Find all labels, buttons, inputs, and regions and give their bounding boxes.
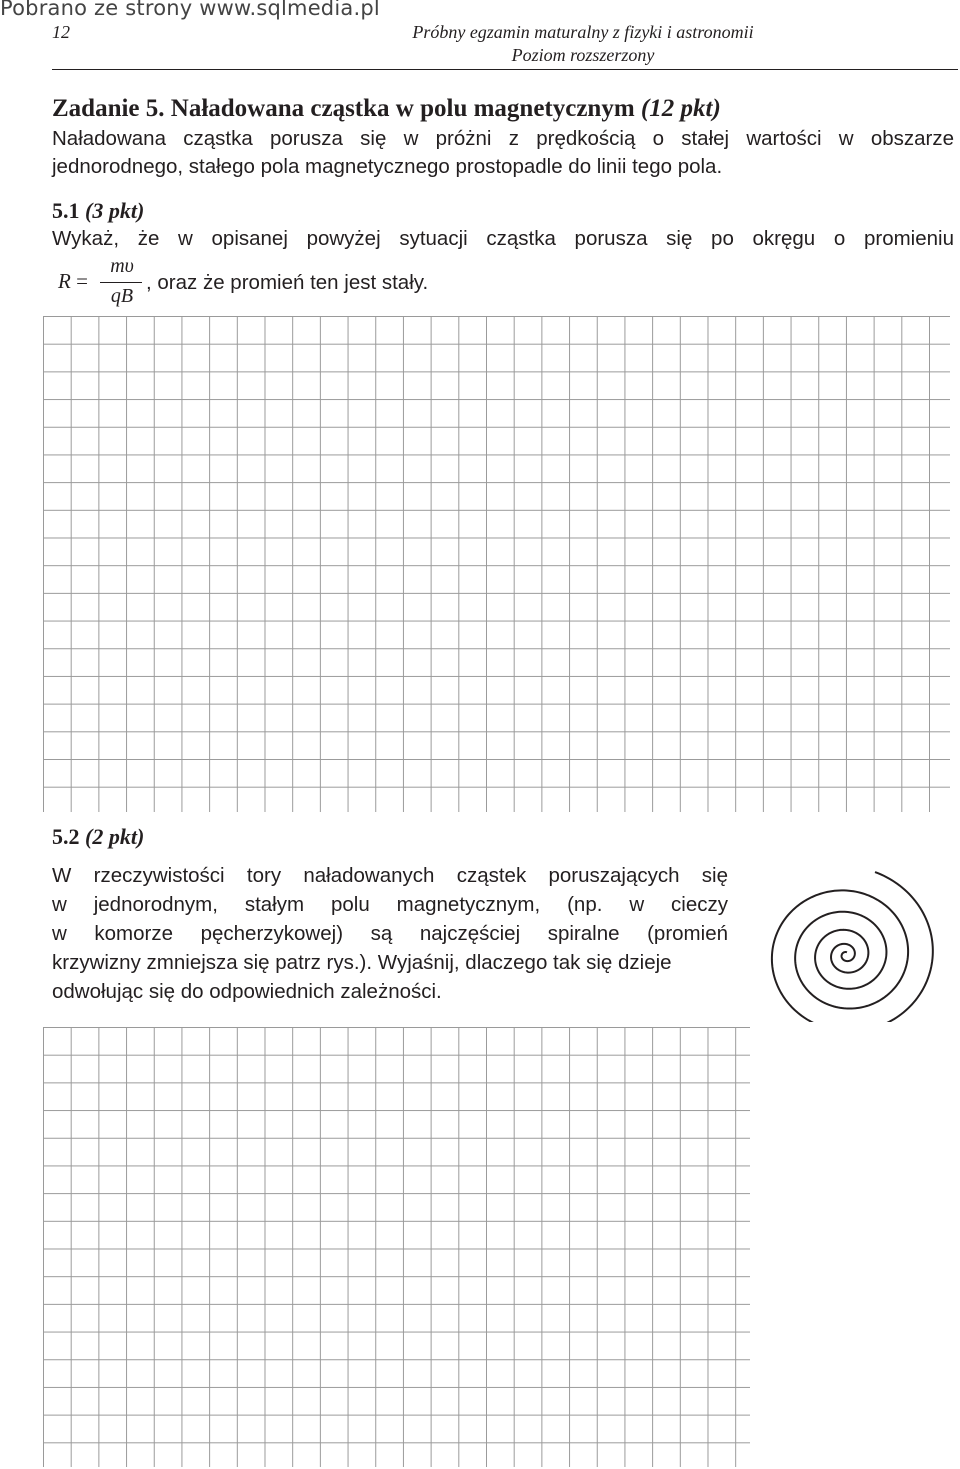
subtask-5-1-points: (3 pkt) — [85, 198, 145, 223]
watermark: Pobrano ze strony www.sqlmedia.pl — [0, 0, 380, 20]
header-divider — [52, 69, 958, 70]
subtask-5-1-number: 5.1 — [52, 198, 85, 223]
subtask-5-2-text: w jednorodnym, stałym polu magnetycznym, (np. w cieczy — [52, 893, 728, 916]
exam-level: Poziom rozszerzony — [511, 45, 655, 65]
formula-denominator: qB — [110, 285, 134, 307]
subtask-5-2-text: W rzeczywistości tory naładowanych cząstek poruszających się — [52, 864, 728, 887]
answer-grid-5-1[interactable] — [43, 316, 950, 812]
task-intro-line: jednorodnego, stałego pola magnetycznego prostopadle do linii tego pola. — [52, 155, 723, 178]
subtask-5-1-text-continued: , oraz że promień ten jest stały. — [146, 271, 429, 294]
task-title — [52, 95, 721, 123]
page-number: 12 — [52, 22, 70, 42]
fraction-bar — [100, 282, 142, 283]
subtask-5-2-text: odwołując się do odpowiednich zależności. — [52, 980, 442, 1003]
task-points: (12 pkt) — [640, 95, 721, 122]
spiral-track-figure — [752, 822, 958, 1022]
task-title-text: Zadanie 5. Naładowana cząstka w polu magnetycznym — [52, 95, 641, 122]
subtask-5-1-heading — [52, 198, 144, 224]
subtask-5-2-text: w komorze pęcherzykowej) są najczęściej spiralne (promień — [52, 922, 728, 945]
subtask-5-2-number: 5.2 — [52, 824, 85, 849]
answer-grid-5-2[interactable] — [43, 1027, 750, 1467]
formula-variable-r: R — [58, 269, 77, 293]
subtask-5-2-points: (2 pkt) — [85, 824, 145, 849]
spiral-track — [772, 872, 933, 1022]
subtask-5-1-text: Wykaż, że w opisanej powyżej sytuacji cząstka porusza się po okręgu o promieniu — [52, 227, 954, 250]
exam-title: Próbny egzamin maturalny z fizyki i astronomii — [412, 22, 754, 42]
subtask-5-2-heading — [52, 824, 144, 850]
formula-numerator: mυ — [110, 255, 134, 277]
subtask-5-2-text: krzywizny zmniejsza się patrz rys.). Wyjaśnij, dlaczego tak się dzieje — [52, 951, 672, 974]
formula-equals: = — [76, 269, 88, 293]
task-intro-line: Naładowana cząstka porusza się w próżni z prędkością o stałej wartości w obszarze — [52, 127, 954, 150]
formula-lhs — [58, 269, 88, 294]
